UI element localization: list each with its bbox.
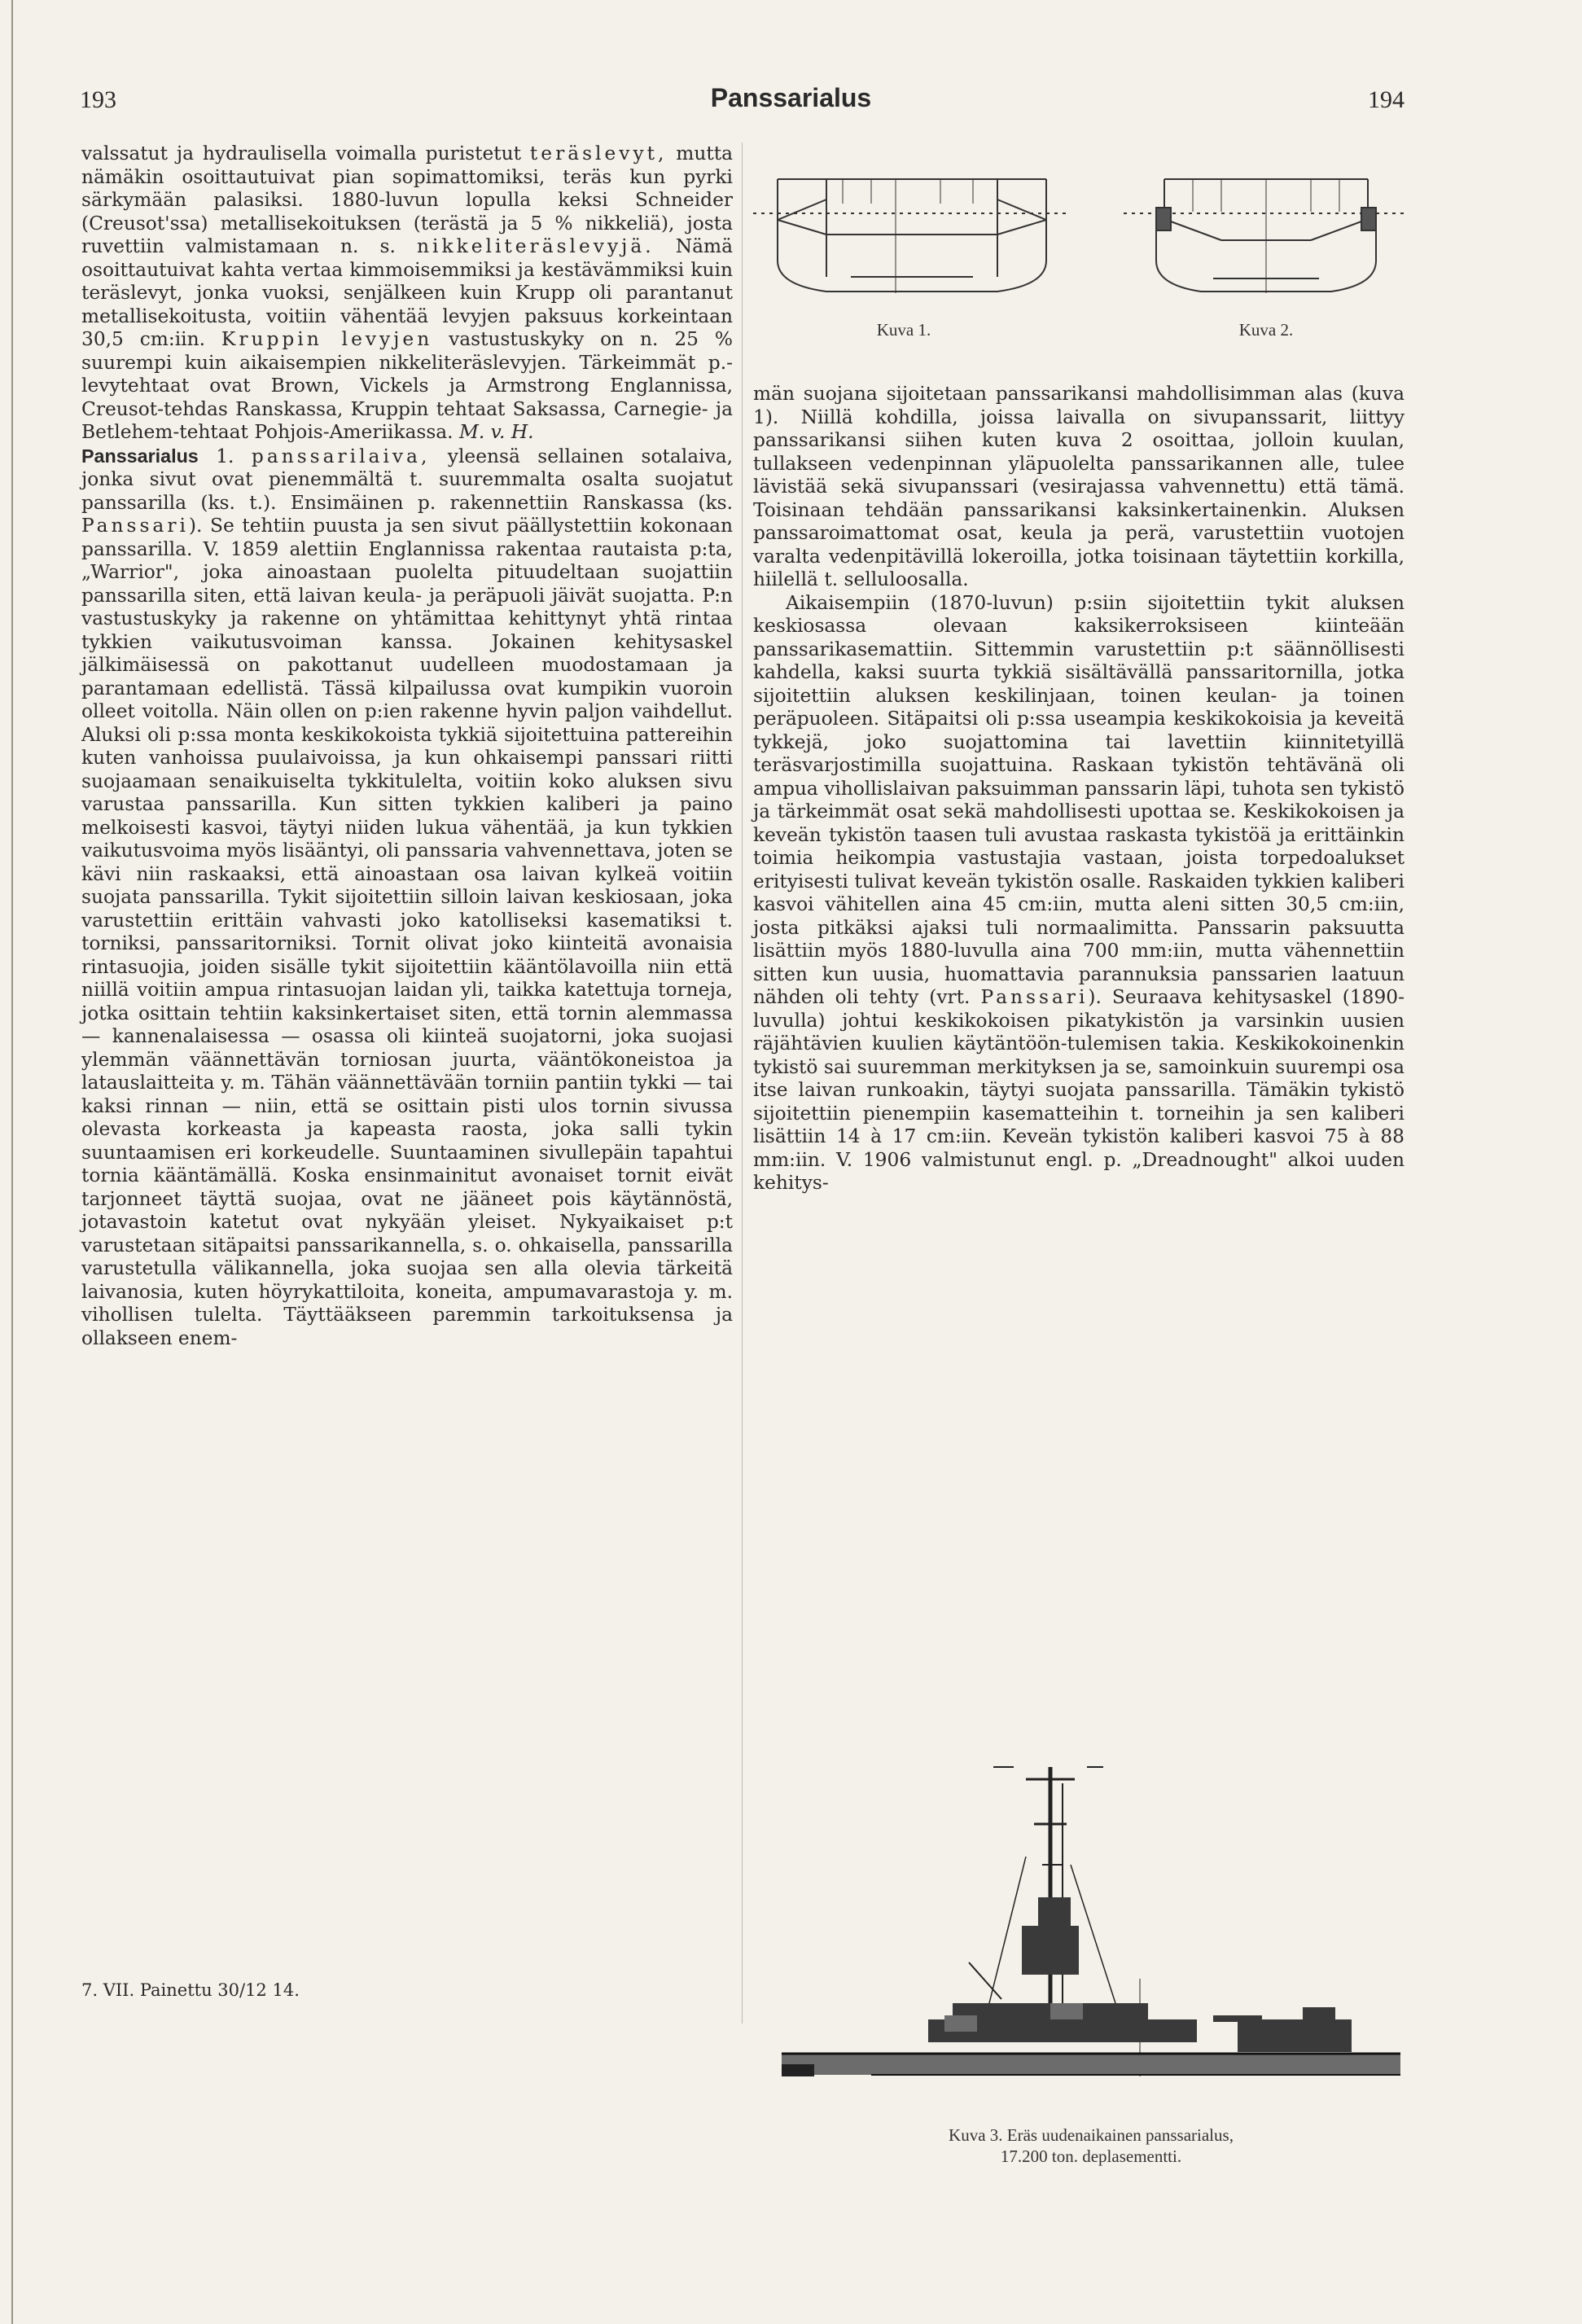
left-page-number: 193	[80, 86, 116, 113]
paragraph-armor-deck: män suojana sijoitetaan panssarikansi mahdollisimman alas (kuva 1). Niillä kohdilla, joissa laivalla on sivupanssarit, liittyy panssarikansi siihen kuten kuva 2 osoittaa, jolloin kuulan, tullakseen vedenpinnan yläpuolelta panssarikannen alle, tulee lävistää sekä sivupanssari (vesirajassa vahvennettu) että tämä. Toisinaan tehdään panssarikansi kaksinkertainenkin. Aluksen panssaroimattomat osat, keula ja perä, varustettiin vuotojen varalta vedenpitävillä lokeroilla, jotka toisinaan täytettiin korkilla, hiilellä t. selluloosalla.	[753, 383, 1405, 590]
text-run: vastustuskyky on n. 25 % suurempi kuin aikaisempien nikkeliteräslevyjen. Tärkeimmät p.-levytehtaat ovat Brown, Vickels ja Armstrong Englannissa, Creusot-tehdas Ranskassa, Kruppin tehtaat Saksassa, Carnegie- ja Betlehem-tehtaat Pohjois-Ameriikassa.	[81, 328, 733, 443]
text-run: ). Se tehtiin puusta ja sen sivut päällystettiin kokonaan panssarilla. V. 1859 alettiin Englannissa rakentaa rautaista p:ta, „Warrior", joka ainoastaan puolelta pituudeltaan suojattiin panssarilla siten, että laivan keula- ja peräpuoli jäivät suojatta. P:n vastustuskyky ja rakenne on yhtämittaa kehittynyt yhtä rintaa tykkien vaikutusvoiman kanssa. Jokainen kehitysaskel jälkimäisessä on pakottanut uudelleen muodostamaan ja parantamaan edellistä. Tässä kilpailussa ovat kumpikin vuoroin olleet voitolla. Näin ollen on p:ien rakenne hyvin paljon vaihdellut. Aluksi oli p:ssa monta keskikokoista tykkiä sijoitettuina pattereihin kuten vanhoissa puulaivoissa, ja kun ohkaisempi panssari riitti suojaamaan senaikuiselta tykkitulelta, voitiin koko aluksen sivu varustaa panssarilla. Kun sitten tykkien kaliberi ja paino melkoisesti kasvoi, täytyi niiden lukua vähentää, ja kun tykkien vaikutusvoima myös lisääntyi, oli panssaria vahvennettava, joten se kävi niin raskaaksi, että ainoastaan osa laivan kylkeä voitiin suojata panssarilla. Tykit sijoitettiin silloin laivan keskiosaan, joka varustettiin erittäin vahvasti joko katolliseksi kasematiksi t. torniksi, panssaritorniksi. Tornit olivat joko kiinteitä avonaisia rintasuojia, joiden sisälle tykit sijoitettiin kääntölavoilla niin että niillä voitiin ampua rintasuojan laidan yli, taikka katettuja torneja, jotka osittain tehtiin kaksinkertaiset siten, että tornin alemmassa — kannenalaisessa — osassa oli kiinteä suojatorni, joka suojasi ylemmän väännettävän torniosan juurta, vääntökoneistoa ja latauslaitteita y. m. Tähän väännettävään torniin pantiin tykki — tai kaksi rinnan — niin, että se osittain pisti ulos tornin sivussa olevasta korkeasta ja kapeasta raosta, joka salli tykin suuntaamisen eri korkeudelle. Suuntaaminen sivullepäin tapahtui tornia kääntämällä. Koska ensinmainitut avonaiset tornit eivät tarjonneet täyttä suojaa, ovat ne jääneet pois käytännöstä, jotavastoin katetut ovat nykyään yleiset. Nykyaikaiset p:t varustetaan sitäpaitsi panssarikannella, s. o. ohkaisella, panssarilla varustetulla välikannella, joka suojaa sen alla olevia tärkeitä laivanosia, kuten höyrykattiloita, koneita, ampumavarastoja y. m. vihollisen tulelta. Täyttääkseen paremmin tarkoituksensa ja ollakseen enem-	[81, 515, 733, 1349]
figure-1-caption: Kuva 1.	[876, 320, 931, 340]
column-divider	[742, 143, 743, 2024]
entry-headword: Panssarialus	[81, 445, 199, 467]
text-run: 1.	[198, 445, 252, 467]
cross-reference: Panssari	[81, 515, 189, 537]
page-edge	[11, 0, 13, 2324]
figure-3-caption-line-1: Kuva 3. Eräs uudenaikainen panssarialus,	[949, 2125, 1234, 2145]
text-run: Nämä osoittautuivat kahta vertaa kimmoisemmiksi ja kestävämmiksi kuin teräslevyt, jonka vuoksi, senjälkeen kuin Krupp oli parantanut metallisekoitusta, voitiin vähentää levyjen paksuus korkeintaan 30,5 cm:iin.	[81, 235, 733, 350]
figure-3-caption-line-2: 17.200 ton. deplasementti.	[1000, 2146, 1182, 2166]
figure-3-battleship-illustration	[782, 1734, 1400, 2117]
cross-reference: Panssari	[980, 986, 1089, 1008]
left-column	[81, 143, 733, 1350]
page-header	[0, 81, 1582, 122]
paragraph-panssarialus	[81, 445, 733, 1351]
right-page-number: 194	[1368, 86, 1405, 113]
spaced-term: Kruppin levyjen	[221, 328, 433, 350]
print-footer: 7. VII. Painettu 30/12 14.	[81, 1980, 300, 2000]
figure-2-diagram	[1124, 163, 1409, 309]
text-run: ). Seuraava kehitysaskel (1890-luvulla) johtui keskikokoisen pikatykistön ja varsinkin uusien räjähtävien kuulien käytäntöön-tulemisen takia. Keskikokoinenkin tykistö sai suuremman merkityksen ja se, samoinkuin suurempi osa itse laivan runkoakin, täytyi suojata panssarilla. Tämäkin tykistö sijoitettiin pienempiin kasematteihin t. torneihin ja sen kaliberi lisättiin 14 à 17 cm:iin. Keveän tykistön kaliberi kasvoi 75 à 88 mm:iin. V. 1906 valmistunut engl. p. „Dreadnought" alkoi uuden kehitys-	[753, 986, 1405, 1194]
paragraph-armor-plates	[81, 143, 733, 445]
text-run: Aikaisempiin (1870-luvun) p:siin sijoitettiin tykit aluksen keskiosassa olevaan kaksikerroksiseen kiinteään panssarikasemattiin. Sittemmin varustettiin p:t säännöllisesti kahdella, kaksi suurta tykkiä sisältävällä panssaritornilla, jotka sijoitettiin aluksen keskilinjaan, toinen keulan- ja toinen peräpuoleen. Sitäpaitsi oli p:ssa useampia keskikokoisia ja keveitä tykkejä, joko suojattomina tai lavettiin kiinnitetyillä teräsvarjostimilla suojattuina. Raskaan tykistön tehtävänä oli ampua vihollislaivan paksuimman panssarin läpi, tuhota sen tykistö ja tärkeimmät osat sekä mahdollisesti upottaa se. Keskikokoisen ja keveän tykistön taasen tuli avustaa raskasta tykistöä ja erittäinkin toimia heikompia vastustajia vastaan, joista torpedoalukset erityisesti tulivat keveän tykistön osalle. Raskaiden tykkien kaliberi kasvoi vähitellen aina 45 cm:iin, mutta aleni sitten 30,5 cm:iin, josta pitkäksi ajaksi tuli normaalimitta. Panssarin paksuutta lisättiin myös 1880-luvulla aina 700 mm:iin, mutta vähennettiin sitten kun uusia, huomattavia parannuksia panssarien laatuun nähden oli tehty (vrt.	[753, 591, 1405, 1008]
spaced-term: teräslevyt,	[529, 143, 668, 164]
text-run: valssatut ja hydraulisella voimalla puristetut	[81, 143, 530, 164]
paragraph-armament	[753, 592, 1405, 1195]
figure-2-caption: Kuva 2.	[1238, 320, 1294, 340]
page-title: Panssarialus	[710, 83, 872, 112]
figure-1-diagram	[753, 163, 1071, 309]
text-run: yleensä sellainen sotalaiva, jonka sivut ovat pienemmältä t. suuremmalta osalta suojatut panssarilla (ks. t.). Ensimäinen p. rakennettiin Ranskassa (ks.	[81, 445, 734, 514]
author-signature: M. v. H.	[458, 421, 534, 443]
spaced-term: panssarilaiva,	[251, 445, 431, 467]
text-run: mutta nämäkin osoittautuivat pian sopimattomiksi, teräs kun pyrki särkymään palasiksi. 1880-luvun lopulla keksi Schneider (Creusot'ssa) metallisekoituksen (terästä ja 5 % nikkeliä), josta ruvettiin valmistamaan n. s.	[81, 143, 733, 257]
right-column	[753, 383, 1405, 1195]
spaced-term: nikkeliteräslevyjä.	[417, 235, 655, 257]
